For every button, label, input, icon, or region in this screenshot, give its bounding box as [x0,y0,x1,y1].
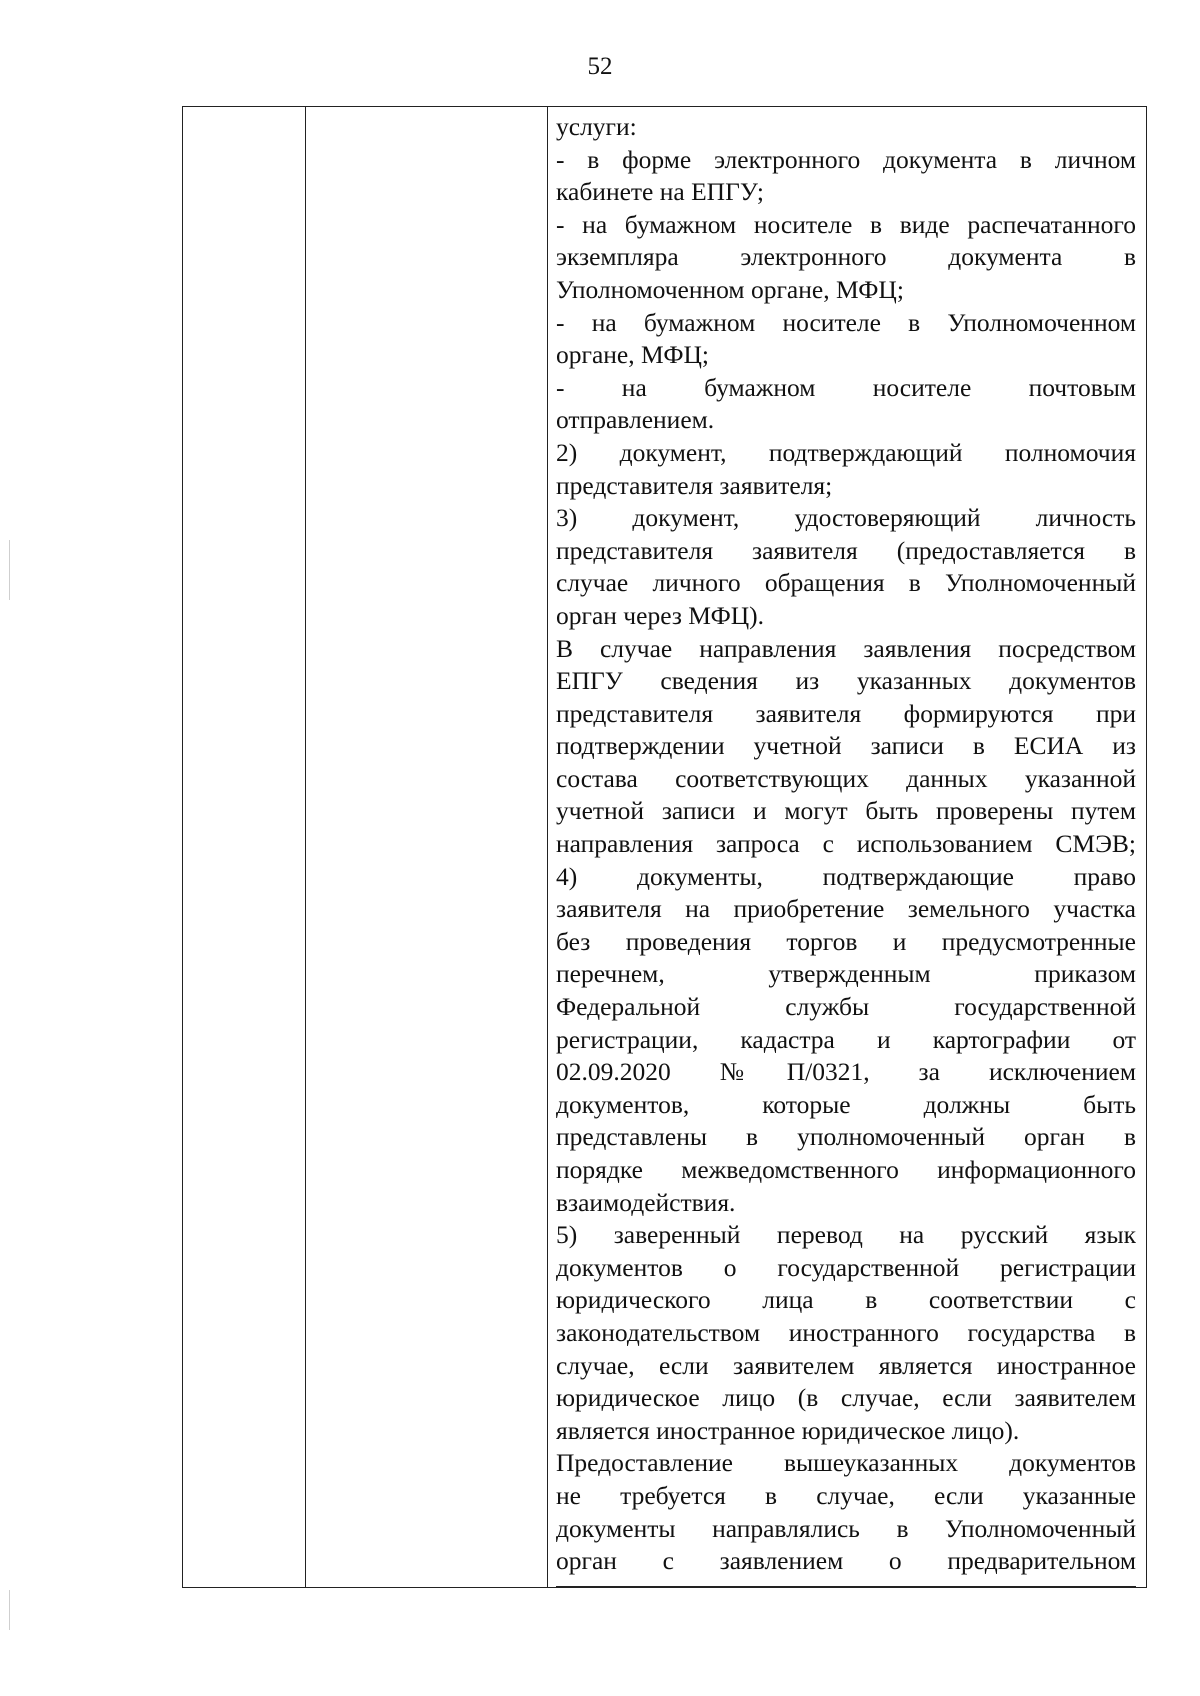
text-line: орган с заявлением о предварительном [556,1546,1136,1576]
text-line: заявителя на приобретение земельного участка [556,894,1136,924]
text-line: Уполномоченном органе, МФЦ; [556,274,904,304]
text-line: 3) документ, удостоверяющий личность [556,503,1136,533]
text-line: направления запроса с использованием СМЭВ; [556,829,1136,859]
text-line: 5) заверенный перевод на русский язык [556,1220,1136,1250]
text-line: представителя заявителя; [556,470,833,500]
text-line: взаимодействия. [556,1187,736,1217]
text-line: кабинете на ЕПГУ; [556,177,764,207]
text-line: - в форме электронного документа в личном [556,144,1136,174]
scan-margin-mark [9,540,10,600]
document-table [182,106,1147,1588]
text-line: подтверждении учетной записи в ЕСИА из [556,731,1136,761]
text-line: законодательством иностранного государства в [556,1317,1136,1347]
text-line: регистрации, кадастра и картографии от [556,1024,1136,1054]
text-line: 4) документы, подтверждающие право [556,861,1136,891]
text-line: без проведения торгов и предусмотренные [556,926,1136,956]
text-line: перечнем, утвержденным приказом [556,959,1136,989]
text-line: - на бумажном носителе почтовым [556,372,1136,402]
text-line: состава соответствующих данных указанной [556,763,1136,793]
text-line: В случае направления заявления посредством [556,633,1136,663]
scan-margin-mark [9,1590,10,1630]
text-line: случае, если заявителем является иностранное [556,1350,1136,1380]
text-line: Федеральной службы государственной [556,992,1136,1022]
text-line: является иностранное юридическое лицо). [556,1415,1020,1445]
text-line: порядке межведомственного информационного [556,1155,1136,1184]
text-line: отправлением. [556,405,715,435]
text-line: представителя заявителя (предоставляется в [556,535,1136,565]
text-line: юридического лица в соответствии с [556,1285,1136,1315]
text-line: 2) документ, подтверждающий полномочия [556,437,1136,467]
text-line: - на бумажном носителе в Уполномоченном [556,307,1136,337]
column-divider [547,107,548,1587]
text-line: документы направлялись в Уполномоченный [556,1513,1136,1543]
text-line: юридическое лицо (в случае, если заявителем [556,1383,1136,1413]
text-line: представлены в уполномоченный орган в [556,1122,1136,1152]
text-line: органе, МФЦ; [556,340,709,370]
text-line: случае личного обращения в Уполномоченный [556,568,1136,598]
text-line: не требуется в случае, если указанные [556,1480,1136,1510]
text-line: 02.09.2020 №П/0321, за исключением [556,1057,1136,1087]
text-line: экземпляра электронного документа в [556,242,1136,272]
text-line: орган через МФЦ). [556,600,765,630]
cell-bottom-rule [556,1586,1136,1587]
text-line: документов, которые должны быть [556,1089,1136,1119]
text-line: учетной записи и могут быть проверены путем [556,796,1136,826]
text-line: Предоставление вышеуказанных документов [556,1448,1136,1478]
text-line: - на бумажном носителе в виде распечатанного [556,209,1136,239]
page-number: 52 [587,53,613,80]
table-text-cell [556,111,1136,1578]
text-line: услуги: [556,112,637,141]
text-line: ЕПГУ сведения из указанных документов [556,666,1136,696]
column-divider [305,107,306,1587]
text-line: представителя заявителя формируются при [556,698,1136,728]
text-line: документов о государственной регистрации [556,1252,1136,1282]
